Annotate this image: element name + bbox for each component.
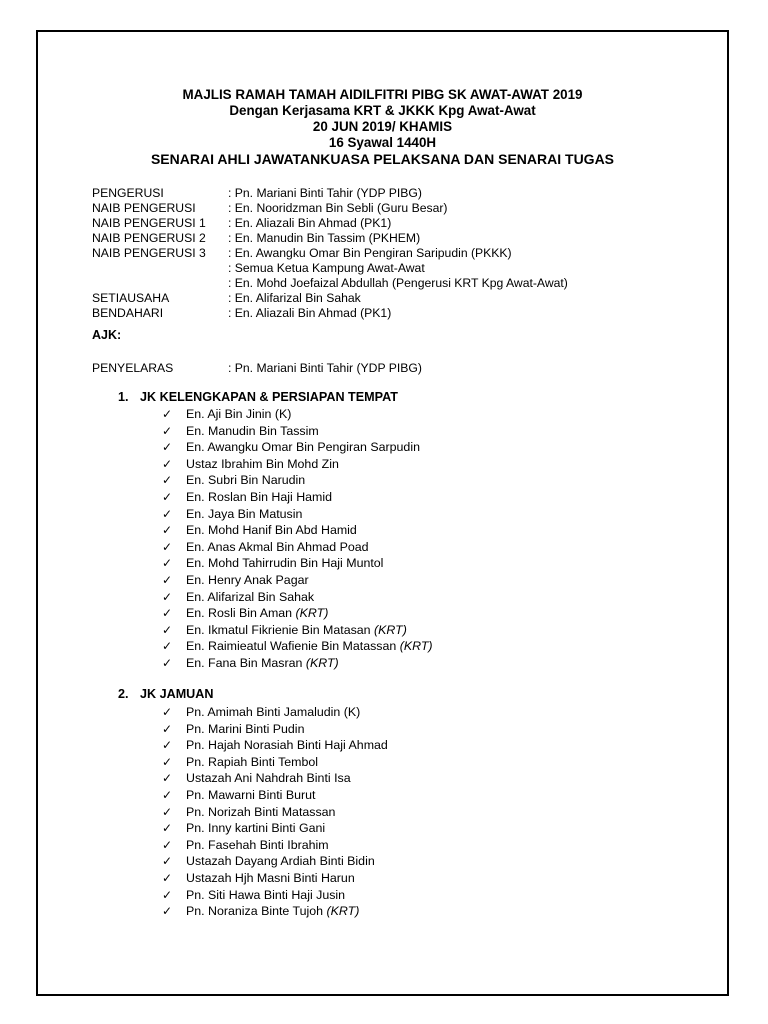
list-item	[162, 439, 433, 456]
role-row	[92, 306, 568, 321]
checkmark-icon: ✓	[162, 887, 173, 902]
checkmark-icon: ✓	[162, 556, 173, 571]
section-heading-kelengkapan	[118, 390, 398, 404]
role-value: : En. Aliazali Bin Ahmad (PK1)	[228, 306, 392, 320]
role-label	[92, 261, 228, 276]
member-name: En. Raimieatul Wafienie Bin Matassan	[186, 639, 397, 654]
role-row	[92, 261, 568, 276]
list-item	[162, 539, 433, 556]
role-row	[92, 231, 568, 246]
member-tag: (KRT)	[295, 606, 329, 621]
list-item	[162, 737, 388, 754]
member-name: En. Henry Anak Pagar	[186, 572, 309, 587]
list-item	[162, 622, 433, 639]
member-list-kelengkapan	[162, 406, 433, 672]
member-name: En. Aji Bin Jinin (K)	[186, 407, 292, 421]
coordinator-row	[92, 361, 422, 375]
member-tag: (KRT)	[399, 639, 433, 654]
member-name: Pn. Norizah Binti Matassan	[186, 804, 336, 819]
checkmark-icon: ✓	[162, 904, 173, 919]
role-value: : En. Aliazali Bin Ahmad (PK1)	[228, 216, 392, 230]
member-name: Pn. Siti Hawa Binti Haji Jusin	[186, 887, 346, 902]
list-item	[162, 655, 433, 672]
checkmark-icon: ✓	[162, 837, 173, 852]
member-name: En. Subri Bin Narudin	[186, 473, 306, 488]
list-item	[162, 704, 388, 721]
member-name: En. Awangku Omar Bin Pengiran Sarpudin	[186, 440, 420, 455]
list-item	[162, 853, 388, 870]
role-label: NAIB PENGERUSI 1	[92, 216, 206, 230]
member-name: Ustazah Hjh Masni Binti Harun	[186, 870, 355, 885]
list-item	[162, 837, 388, 854]
role-row	[92, 201, 568, 216]
checkmark-icon: ✓	[162, 705, 173, 719]
role-label	[92, 276, 228, 291]
member-name: En. Manudin Bin Tassim	[186, 423, 319, 438]
role-label: PENGERUSI	[92, 186, 164, 200]
role-label: NAIB PENGERUSI 3	[92, 246, 206, 260]
section-number: 2.	[118, 687, 129, 701]
role-value: : En. Awangku Omar Bin Pengiran Saripudin (PKKK)	[228, 246, 512, 260]
member-name: En. Mohd Tahirrudin Bin Haji Muntol	[186, 556, 384, 571]
checkmark-icon: ✓	[162, 523, 173, 538]
list-item	[162, 638, 433, 655]
list-item	[162, 555, 433, 572]
list-item	[162, 406, 433, 423]
list-item	[162, 489, 433, 506]
checkmark-icon: ✓	[162, 622, 173, 637]
member-name: Pn. Inny kartini Binti Gani	[186, 821, 326, 836]
member-name: Pn. Mawarni Binti Burut	[186, 787, 316, 802]
list-item	[162, 770, 388, 787]
checkmark-icon: ✓	[162, 721, 173, 736]
checkmark-icon: ✓	[162, 506, 173, 521]
list-item	[162, 820, 388, 837]
list-item	[162, 804, 388, 821]
coordinator-value: : Pn. Mariani Binti Tahir (YDP PIBG)	[228, 361, 422, 375]
member-name: En. Alifarizal Bin Sahak	[186, 589, 315, 604]
checkmark-icon: ✓	[162, 589, 173, 604]
committee-roles	[92, 186, 568, 321]
role-value: : En. Nooridzman Bin Sebli (Guru Besar)	[228, 201, 448, 215]
role-value: : En. Alifarizal Bin Sahak	[228, 291, 361, 305]
role-label: BENDAHARI	[92, 306, 164, 320]
member-name: En. Mohd Hanif Bin Abd Hamid	[186, 523, 357, 538]
role-value: : Pn. Mariani Binti Tahir (YDP PIBG)	[228, 186, 422, 200]
list-item	[162, 870, 388, 887]
role-value: : Semua Ketua Kampung Awat-Awat	[228, 261, 425, 275]
checkmark-icon: ✓	[162, 606, 173, 621]
member-name: En. Roslan Bin Haji Hamid	[186, 489, 332, 504]
member-name: En. Anas Akmal Bin Ahmad Poad	[186, 539, 369, 554]
list-item	[162, 605, 433, 622]
role-row	[92, 276, 568, 291]
checkmark-icon: ✓	[162, 440, 173, 455]
member-name: En. Rosli Bin Aman	[186, 606, 293, 621]
list-item	[162, 754, 388, 771]
list-item	[162, 522, 433, 539]
list-item	[162, 787, 388, 804]
checkmark-icon: ✓	[162, 870, 173, 885]
checkmark-icon: ✓	[162, 407, 173, 421]
event-subtitle: Dengan Kerjasama KRT & JKKK Kpg Awat-Awat	[229, 103, 536, 118]
member-name: Pn. Rapiah Binti Tembol	[186, 754, 319, 769]
list-item	[162, 887, 388, 904]
role-value: : En. Manudin Bin Tassim (PKHEM)	[228, 231, 421, 245]
member-name: Pn. Amimah Binti Jamaludin (K)	[186, 705, 361, 719]
list-item	[162, 721, 388, 738]
list-item	[162, 472, 433, 489]
member-name: En. Jaya Bin Matusin	[186, 506, 303, 521]
member-list-jamuan	[162, 704, 388, 920]
list-item	[162, 456, 433, 473]
list-item	[162, 423, 433, 440]
member-name: En. Ikmatul Fikrienie Bin Matasan	[186, 622, 371, 637]
member-name: Ustazah Dayang Ardiah Binti Bidin	[186, 854, 375, 869]
section-title: JK JAMUAN	[140, 687, 214, 701]
role-row	[92, 216, 568, 231]
checkmark-icon: ✓	[162, 821, 173, 836]
list-item	[162, 572, 433, 589]
member-tag: (KRT)	[305, 655, 339, 670]
member-name: Ustaz Ibrahim Bin Mohd Zin	[186, 456, 339, 471]
role-row	[92, 246, 568, 261]
role-row	[92, 186, 568, 201]
role-value: : En. Mohd Joefaizal Abdullah (Pengerusi KRT Kpg Awat-Awat)	[228, 276, 568, 290]
member-name: Pn. Noraniza Binte Tujoh	[186, 904, 324, 919]
checkmark-icon: ✓	[162, 754, 173, 769]
member-name: Pn. Hajah Norasiah Binti Haji Ahmad	[186, 738, 388, 753]
checkmark-icon: ✓	[162, 854, 173, 869]
event-title: MAJLIS RAMAH TAMAH AIDILFITRI PIBG SK AWAT-AWAT 2019	[182, 87, 583, 102]
role-label: SETIAUSAHA	[92, 291, 170, 305]
member-name: Pn. Marini Binti Pudin	[186, 721, 305, 736]
checkmark-icon: ✓	[162, 787, 173, 802]
checkmark-icon: ✓	[162, 738, 173, 753]
checkmark-icon: ✓	[162, 771, 173, 786]
role-row	[92, 291, 568, 306]
member-tag: (KRT)	[326, 904, 360, 919]
checkmark-icon: ✓	[162, 456, 173, 471]
section-number: 1.	[118, 390, 129, 404]
checkmark-icon: ✓	[162, 572, 173, 587]
event-date: 20 JUN 2019/ KHAMIS	[312, 119, 453, 134]
checkmark-icon: ✓	[162, 655, 173, 670]
list-item	[162, 506, 433, 523]
list-item	[162, 589, 433, 606]
section-heading-jamuan	[118, 687, 213, 701]
coordinator-label: PENYELARAS	[92, 361, 174, 375]
member-name: En. Fana Bin Masran	[186, 655, 303, 670]
ajk-heading: AJK:	[92, 328, 122, 342]
list-item	[162, 903, 388, 920]
document-header	[36, 87, 729, 168]
role-label: NAIB PENGERUSI	[92, 201, 196, 215]
member-tag: (KRT)	[374, 622, 407, 637]
checkmark-icon: ✓	[162, 539, 173, 554]
document-title: SENARAI AHLI JAWATANKUASA PELAKSANA DAN SENARAI TUGAS	[150, 151, 615, 167]
checkmark-icon: ✓	[162, 489, 173, 504]
checkmark-icon: ✓	[162, 804, 173, 819]
member-name: Ustazah Ani Nahdrah Binti Isa	[186, 771, 351, 786]
checkmark-icon: ✓	[162, 473, 173, 488]
section-title: JK KELENGKAPAN & PERSIAPAN TEMPAT	[140, 390, 398, 404]
checkmark-icon: ✓	[162, 423, 173, 438]
role-label: NAIB PENGERUSI 2	[92, 231, 206, 245]
event-hijri-date: 16 Syawal 1440H	[328, 135, 437, 150]
checkmark-icon: ✓	[162, 639, 173, 654]
member-name: Pn. Fasehah Binti Ibrahim	[186, 837, 329, 852]
